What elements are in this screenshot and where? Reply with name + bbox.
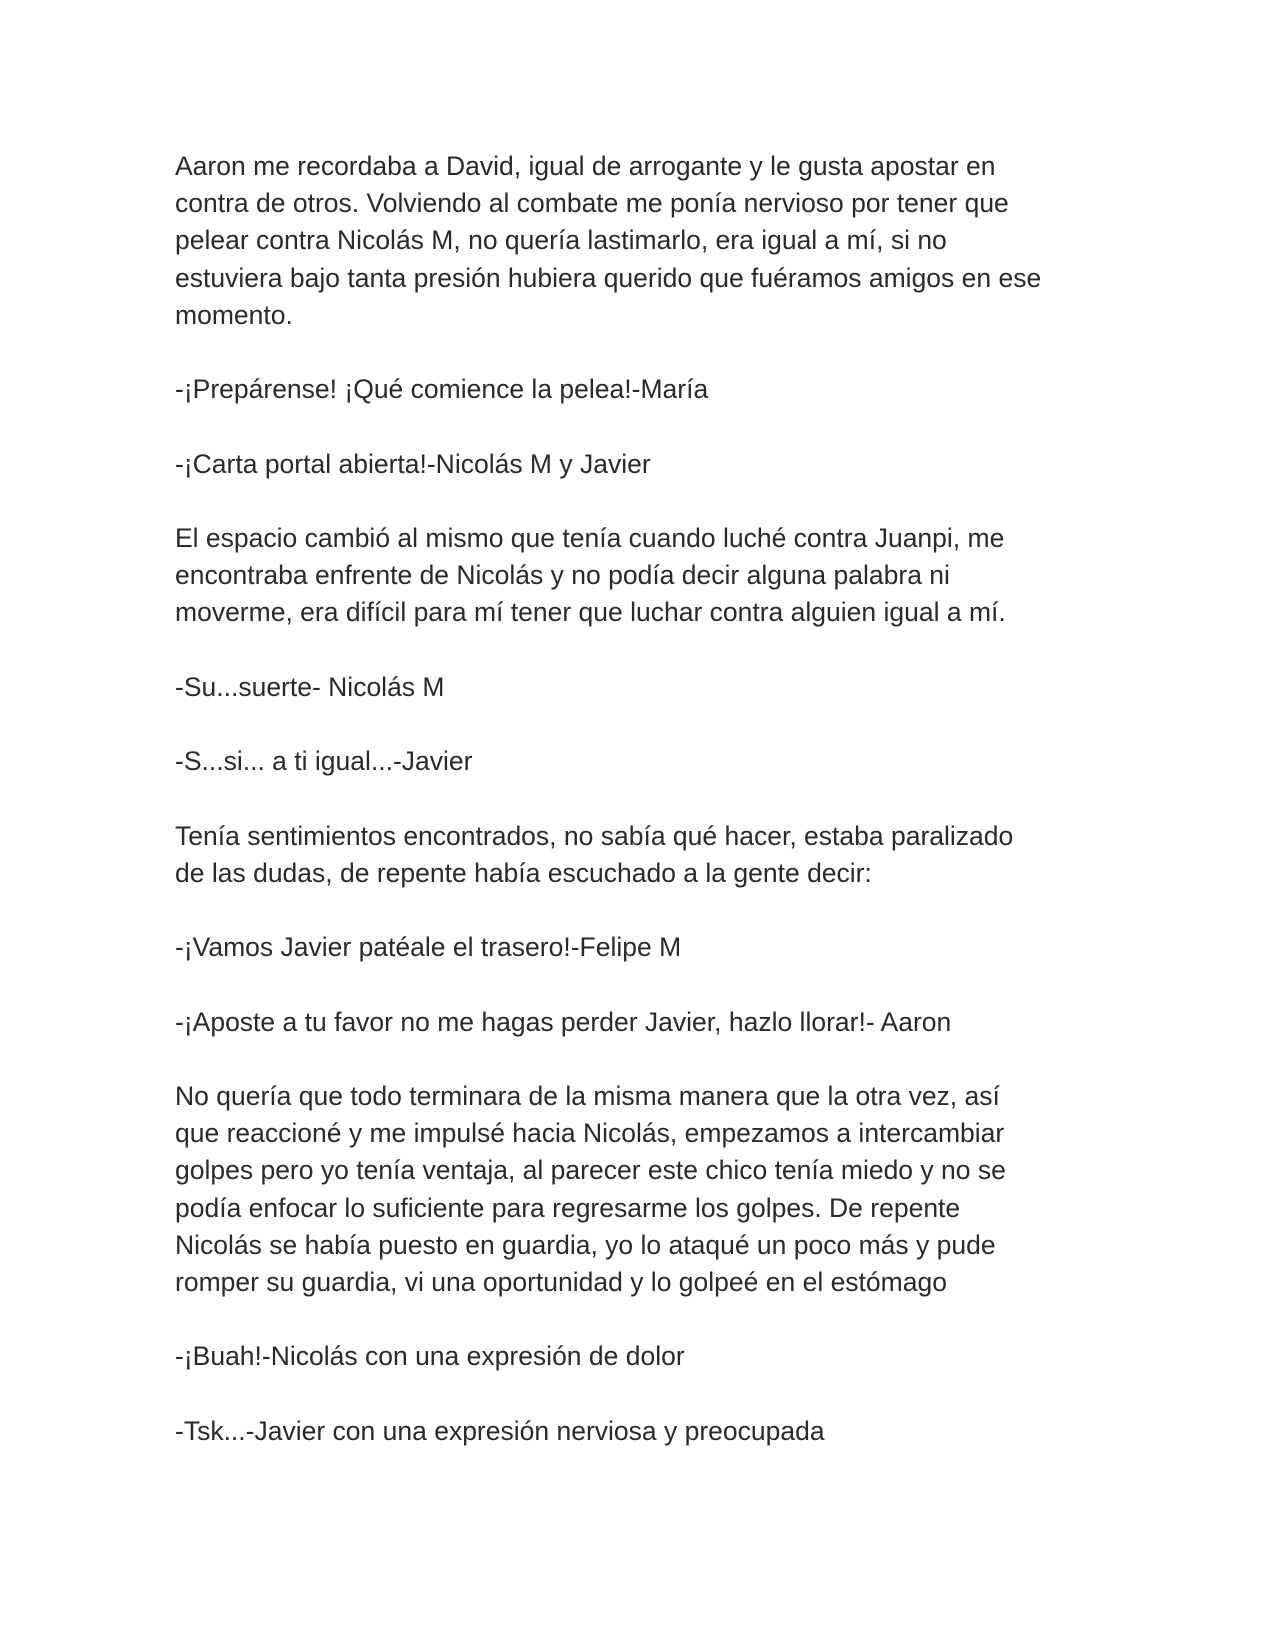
- text-line: -¡Prepárense! ¡Qué comience la pelea!-María: [175, 374, 709, 405]
- text-line: No quería que todo terminara de la misma manera que la otra vez, así: [175, 1080, 1000, 1111]
- text-line: Tenía sentimientos encontrados, no sabía qué hacer, estaba paralizado: [175, 820, 1014, 851]
- text-line: -¡Aposte a tu favor no me hagas perder Javier, hazlo llorar!- Aaron: [175, 1006, 952, 1037]
- dialogue-line: [175, 929, 1105, 966]
- dialogue-line: [175, 371, 1105, 408]
- text-line: pelear contra Nicolás M, no quería lastimarlo, era igual a mí, si no: [175, 225, 947, 256]
- text-line: romper su guardia, vi una oportunidad y lo golpeé en el estómago: [175, 1266, 947, 1297]
- text-line: contra de otros. Volviendo al combate me ponía nervioso por tener que: [175, 188, 1009, 219]
- text-line: El espacio cambió al mismo que tenía cuando luché contra Juanpi, me: [175, 522, 1005, 553]
- dialogue-line: [175, 1338, 1105, 1375]
- text-line: golpes pero yo tenía ventaja, al parecer este chico tenía miedo y no se: [175, 1155, 1006, 1186]
- text-line: de las dudas, de repente había escuchado a la gente decir:: [175, 857, 872, 888]
- paragraph: [175, 520, 1105, 632]
- dialogue-line: [175, 669, 1105, 706]
- dialogue-line: [175, 1004, 1105, 1041]
- text-line: podía enfocar lo suficiente para regresarme los golpes. De repente: [175, 1192, 961, 1223]
- text-line: Aaron me recordaba a David, igual de arrogante y le gusta apostar en: [175, 151, 996, 181]
- dialogue-line: [175, 1413, 1105, 1450]
- text-line: moverme, era difícil para mí tener que luchar contra alguien igual a mí.: [175, 597, 1006, 628]
- text-line: Nicolás se había puesto en guardia, yo lo ataqué un poco más y pude: [175, 1229, 996, 1260]
- text-line: -¡Carta portal abierta!-Nicolás M y Javier: [175, 448, 651, 479]
- text-line: -Su...suerte- Nicolás M: [175, 671, 445, 702]
- text-line: estuviera bajo tanta presión hubiera querido que fuéramos amigos en ese: [175, 262, 1042, 293]
- text-line: encontraba enfrente de Nicolás y no podía decir alguna palabra ni: [175, 560, 950, 591]
- text-line: -S...si... a ti igual...-Javier: [175, 746, 473, 777]
- dialogue-line: [175, 446, 1105, 483]
- text-line: -¡Buah!-Nicolás con una expresión de dolor: [175, 1341, 685, 1372]
- document-body: [175, 148, 1105, 1487]
- text-line: -¡Vamos Javier patéale el trasero!-Felipe M: [175, 932, 682, 963]
- text-line: momento.: [175, 299, 293, 330]
- paragraph: [175, 818, 1105, 892]
- paragraph: [175, 1078, 1105, 1301]
- paragraph: [175, 148, 1105, 334]
- text-line: -Tsk...-Javier con una expresión nerviosa y preocupada: [175, 1415, 825, 1446]
- dialogue-line: [175, 743, 1105, 780]
- text-line: que reaccioné y me impulsé hacia Nicolás, empezamos a intercambiar: [175, 1118, 1005, 1149]
